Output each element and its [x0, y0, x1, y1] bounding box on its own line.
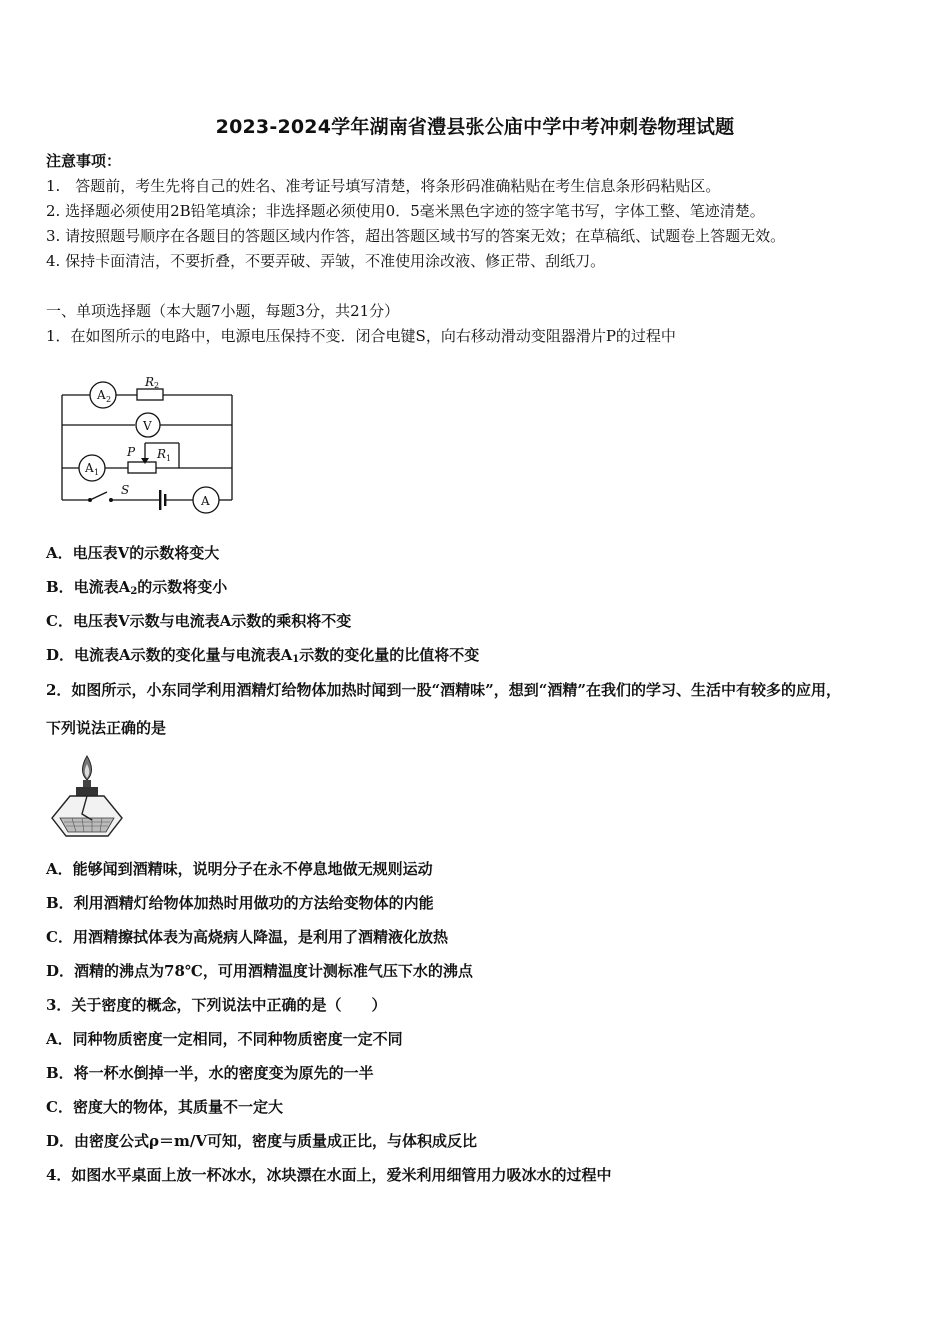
label-r2-sub: 2 [154, 381, 160, 390]
q3-option-b: B．将一杯水倒掉一半，水的密度变为原先的一半 [46, 1064, 374, 1082]
label-v: V [143, 419, 152, 433]
q3-option-d: D．由密度公式ρ＝m/V可知，密度与质量成正比，与体积成反比 [46, 1132, 477, 1150]
label-p: P [127, 445, 136, 459]
label-r2: R [145, 375, 155, 389]
q3-option-c: C．密度大的物体，其质量不一定大 [46, 1098, 283, 1116]
question-2-stem: 2．如图所示，小东同学利用酒精灯给物体加热时闻到一股“酒精味”，想到“酒精”在我们的学习、生活中有较多的应用， [46, 681, 841, 699]
notice-heading: 注意事项： [46, 152, 122, 170]
section-heading: 一、单项选择题（本大题7小题，每题3分，共21分） [46, 302, 400, 320]
q1-option-a: A．电压表V的示数将变大 [46, 544, 220, 562]
q2-option-c: C．用酒精擦拭体表为高烧病人降温，是利用了酒精液化放热 [46, 928, 448, 946]
label-r1: R [157, 447, 167, 461]
label-a: A [201, 494, 210, 508]
alcohol-lamp-figure [48, 752, 126, 842]
q1-option-b: B．电流表$A_2$的示数将变小 [46, 578, 228, 597]
q2-option-b: B．利用酒精灯给物体加热时用做功的方法给变物体的内能 [46, 894, 434, 912]
page-title: 2023-2024学年湖南省澧县张公庙中学中考冲刺卷物理试题 [215, 116, 735, 138]
circuit-diagram [55, 370, 240, 520]
q3-option-a: A．同种物质密度一定相同，不同种物质密度一定不同 [46, 1030, 403, 1048]
label-a1: A [85, 461, 94, 475]
label-s: S [121, 483, 130, 497]
question-1-stem: 1．在如图所示的电路中，电源电压保持不变．闭合电键S，向右移动滑动变阻器滑片P的过程中 [46, 327, 676, 345]
notice-item: 2. 选择题必须使用2B铅笔填涂；非选择题必须使用0．5毫米黑色字迹的签字笔书写，字体工整、笔迹清楚。 [46, 202, 765, 220]
q2-option-a: A．能够闻到酒精味，说明分子在永不停息地做无规则运动 [46, 860, 433, 878]
q2-option-d: D．酒精的沸点为78℃，可用酒精温度计测标准气压下水的沸点 [46, 962, 473, 980]
question-2-stem-cont: 下列说法正确的是 [46, 719, 167, 737]
notice-item: 4. 保持卡面清洁，不要折叠，不要弄破、弄皱，不准使用涂改液、修正带、刮纸刀。 [46, 252, 606, 270]
q1-option-c: C．电压表V示数与电流表A示数的乘积将不变 [46, 612, 352, 630]
label-a1-sub: 1 [94, 468, 100, 477]
question-4-stem: 4．如图水平桌面上放一杯冰水，冰块漂在水面上，爱米利用细管用力吸冰水的过程中 [46, 1166, 612, 1184]
label-a2: A [97, 388, 106, 402]
question-3-stem: 3．关于密度的概念，下列说法中正确的是（ ） [46, 996, 387, 1014]
label-a2-sub: 2 [106, 395, 112, 404]
q1-option-d: D．电流表A示数的变化量与电流表$A_1$示数的变化量的比值将不变 [46, 646, 480, 665]
notice-item: 3. 请按照题号顺序在各题目的答题区域内作答，超出答题区域书写的答案无效；在草稿纸、试题卷上答题无效。 [46, 227, 786, 245]
notice-item: 1. 答题前，考生先将自己的姓名、准考证号填写清楚，将条形码准确粘贴在考生信息条形码粘贴区。 [46, 177, 721, 195]
label-r1-sub: 1 [166, 454, 172, 463]
